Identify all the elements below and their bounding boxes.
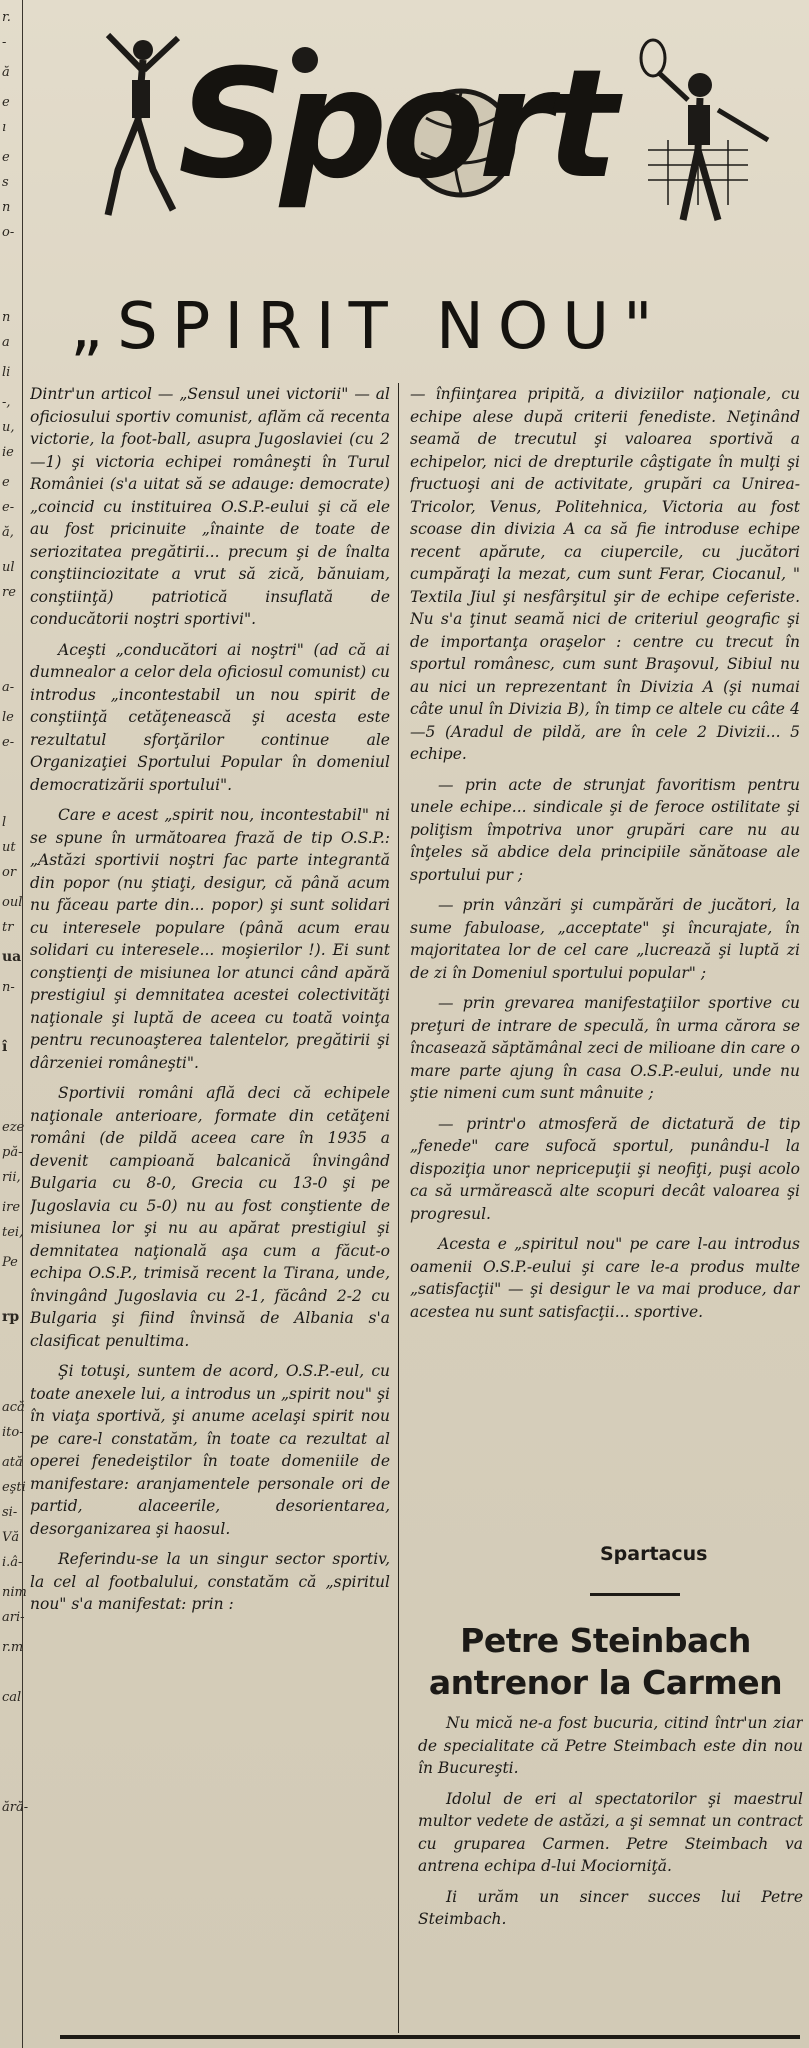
margin-fragment: or — [2, 865, 17, 880]
news-headline: Petre Steinbach antrenor la Carmen — [428, 1621, 783, 1702]
article-signature: Spartacus — [600, 1543, 708, 1565]
margin-fragment: u, — [2, 420, 15, 435]
article-paragraph: — prin vânzări şi cumpărări de jucători, la sume fabuloase, „acceptate" şi încurajate, în majoritatea lor de cel care „lucrează şi luptă zi de zi în Domeniul sportului popular" ; — [410, 896, 800, 982]
margin-fragment: ără- — [2, 1800, 29, 1815]
margin-fragment: pă- — [2, 1145, 23, 1160]
article-paragraph: Şi totuşi, suntem de acord, O.S.P.-eul, cu toate anexele lui, a introdus un „spirit nou" şi în viaţa sportivă, şi anume acelaşi spirit nou pe care-l constatăm, în toate ca rezultat al operei fenedeiştilor în toate domeniile de manifestare: aranjamentele personale ori de partid, alaceerile, desorientarea, desorganizarea şi haosul. — [30, 1362, 390, 1538]
margin-fragment: eze — [2, 1120, 25, 1135]
margin-fragment: e — [2, 95, 10, 110]
margin-fragment: ul — [2, 560, 15, 575]
article-paragraph: Sportivii români află deci că echipele naţionale anterioare, formate din cetăţeni români (de pildă aceea care în 1935 a devenit campioană balcanică învingând Bulgaria cu 8-0, Grecia cu 13-0 şi pe Jugoslavia cu 5-0) nu au fost conştiente de misiunea lor şi nu au apărat prestigiul şi demnitatea naţională aşa cum a făcut-o echipa O.S.P., trimisă recent la Tirana, unde, învingând Jugoslavia cu 2-1, făcând 2-2 cu Bulgaria şi fiind învinsă de Albania s'a clasificat penultima. — [30, 1084, 390, 1350]
margin-fragment: - — [2, 35, 7, 50]
margin-fragment: acă — [2, 1400, 25, 1415]
margin-fragment: Pe — [2, 1255, 18, 1270]
margin-fragment: l — [2, 815, 7, 830]
margin-fragment: ă, — [2, 525, 14, 540]
margin-fragment: -, — [2, 395, 11, 410]
section-separator — [590, 1593, 680, 1596]
news-body — [418, 1712, 803, 2032]
news-paragraph: Ii urăm un sincer succes lui Petre Steimbach. — [418, 1887, 803, 1928]
margin-fragment: Vă — [2, 1530, 20, 1545]
section-title-sport: Sport — [178, 38, 613, 212]
volleyball-player-illustration — [98, 30, 188, 220]
margin-fragment: si- — [2, 1505, 18, 1520]
margin-fragment: ı — [2, 120, 7, 135]
margin-fragment: cal — [2, 1690, 22, 1705]
margin-fragment: o- — [2, 225, 15, 240]
previous-column-margin — [0, 0, 29, 2048]
margin-fragment: ă — [2, 65, 10, 80]
article-column-left — [30, 383, 390, 2038]
margin-fragment: a- — [2, 680, 15, 695]
margin-fragment: re — [2, 585, 16, 600]
article-paragraph: Referindu-se la un singur sector sportiv, la cel al footbalului, constatăm că „spiritul nou" s'a manifestat: prin : — [30, 1550, 390, 1613]
margin-fragment: î — [2, 1039, 8, 1055]
margin-fragment: a — [2, 335, 10, 350]
article-paragraph: Care e acest „spirit nou, incontestabil" ni se spune în următoarea frază de tip O.S.P.: „Astăzi sportivii noştri fac parte integrantă din popor (nu ştiaţi, desigur, că până acum nu făceau parte din... popor) şi sunt solidari cu interesele populare (până acum erau solidari cu interesele... moşierilor !). Ei sunt conştienţi de misiunea lor atunci când apără prestigiul şi demnitatea acestei colectivităţi naţionale şi luptă de aceea cu toată voinţa pentru recunoaşterea talentelor, pregătirii şi dârzeniei româneşti". — [30, 806, 390, 1072]
margin-fragment: le — [2, 710, 14, 725]
margin-fragment: ito- — [2, 1425, 24, 1440]
margin-fragment: n — [2, 200, 11, 215]
article-paragraph: — printr'o atmosferă de dictatură de tip „fenede" care sufocă sportul, punându-l la dispoziţia unor nepricepuţii şi neofiţi, puşi acolo ca să urmărească alte scopuri decât valoarea şi progresul. — [410, 1114, 800, 1223]
margin-fragment: li — [2, 365, 11, 380]
margin-fragment: ut — [2, 840, 16, 855]
margin-fragment: e- — [2, 500, 15, 515]
page-bottom-rule — [60, 2035, 800, 2039]
article-paragraph: Acesta e „spiritul nou" pe care l-au introdus oamenii O.S.P.-eului şi care le-a produs multe „satisfacţii" — şi desigur le va mai produce, dar acestea nu sunt satisfacţii... sportive. — [410, 1235, 800, 1321]
article-paragraph: Dintr'un articol — „Sensul unei victorii" — al oficiosului sportiv comunist, aflăm că recenta victorie, la foot-ball, asupra Jugoslaviei (cu 2—1) şi victoria echipei româneşti în Turul României (s'a uitat să se adauge: democrate) „coincid cu instituirea O.S.P.-eului şi că ele au fost pricinuite „înainte de toate de seriozitatea pregătirii... precum şi de înalta conştiinciozitate a vrut să zică, bănuiam, conştiinţă) patriotică insuflată de conducătorii noştri sportivi". — [30, 385, 390, 628]
margin-fragment: ie — [2, 445, 14, 460]
margin-fragment: eşti — [2, 1480, 26, 1495]
margin-fragment: ire — [2, 1200, 21, 1215]
article-paragraph: — prin grevarea manifestaţiilor sportive cu preţuri de intrare de speculă, în urma cărora se încasează săptămânal zeci de milioane din care o mare parte ajung în casa O.S.P.-eului, unde nu ştie nimeni cum sunt mânuite ; — [410, 994, 800, 1102]
margin-fragment: i.â- — [2, 1555, 23, 1570]
article-paragraph: — prin acte de strunjat favoritism pentru unele echipe... sindicale şi de feroce ostilitate şi poliţism împotriva unor grupări care nu au înţeles să abdice dela principiile sănătoase ale sportului pur ; — [410, 775, 800, 884]
margin-fragment: e- — [2, 735, 15, 750]
margin-fragment: ari- — [2, 1610, 25, 1625]
column-divider — [398, 383, 399, 2033]
margin-fragment: e — [2, 150, 10, 165]
article-paragraph: Aceşti „conducători ai noştri" (ad că ai dumnealor a celor dela oficiosul comunist) cu introdus „incontestabil un nou spirit de conştiinţă cetăţenească şi acesta este rezultatul sforţărilor continue ale Organizaţiei Sportului Popular în domeniul democratizării sportului". — [30, 640, 390, 794]
tennis-player-illustration — [628, 30, 778, 230]
headline-spirit-nou: „SPIRIT NOU" — [70, 290, 667, 364]
margin-fragment: tei, — [2, 1225, 24, 1240]
margin-fragment: nim — [2, 1585, 27, 1600]
margin-fragment: rii, — [2, 1170, 21, 1185]
margin-fragment: n- — [2, 980, 15, 995]
article-paragraph: — înfiinţarea pripită, a diviziilor naţionale, cu echipe alese după criterii fenediste. Neţinând seamă de trecutul şi valoarea sportivă a echipelor, nici de drepturile câştigate în mulţi şi fructuoşi ani de activitate, grupări ca Unirea-Tricolor, Venus, Politehnica, Victoria au fost scoase din divizia A ca să fie introduse echipe recent apărute, ca ciupercile, cu jucători cumpăraţi la mezat, cum sunt Ferar, Ciocanul, " Textila Jiul şi nesfârşitul şir de echipe ceferiste. Nu s'a ţinut seamă nici de criteriul geografic şi de importanţa oraşelor : centre cu trecut în sportul românesc, cum sunt Braşovul, Sibiul nu au nici un reprezentant în Divizia A (şi numai câte unul în Divizia B), în timp ce altele cu câte 4—5 (Aradul de pildă, are în cele 2 Divizii... 5 echipe. — [410, 385, 800, 763]
article-column-right — [410, 383, 800, 1533]
margin-fragment: ua — [2, 949, 22, 965]
sport-header — [28, 0, 809, 270]
news-paragraph: Nu mică ne-a fost bucuria, citind într'un ziar de specialitate că Petre Steimbach este din nou în Bucureşti. — [418, 1714, 803, 1777]
margin-fragment: oul — [2, 895, 23, 910]
margin-fragment: n — [2, 310, 11, 325]
margin-fragment: tr — [2, 920, 14, 935]
margin-fragment: r. — [2, 10, 11, 25]
margin-fragment: r.m — [2, 1640, 24, 1655]
margin-fragment: rp — [2, 1309, 20, 1325]
margin-fragment: e — [2, 475, 10, 490]
news-paragraph: Idolul de eri al spectatorilor şi maestrul multor vedete de astăzi, a şi semnat un contract cu gruparea Carmen. Petre Steimbach va antrena echipa d-lui Mociorniţă. — [418, 1789, 803, 1875]
margin-fragment: ată — [2, 1455, 23, 1470]
margin-fragment: s — [2, 175, 9, 190]
